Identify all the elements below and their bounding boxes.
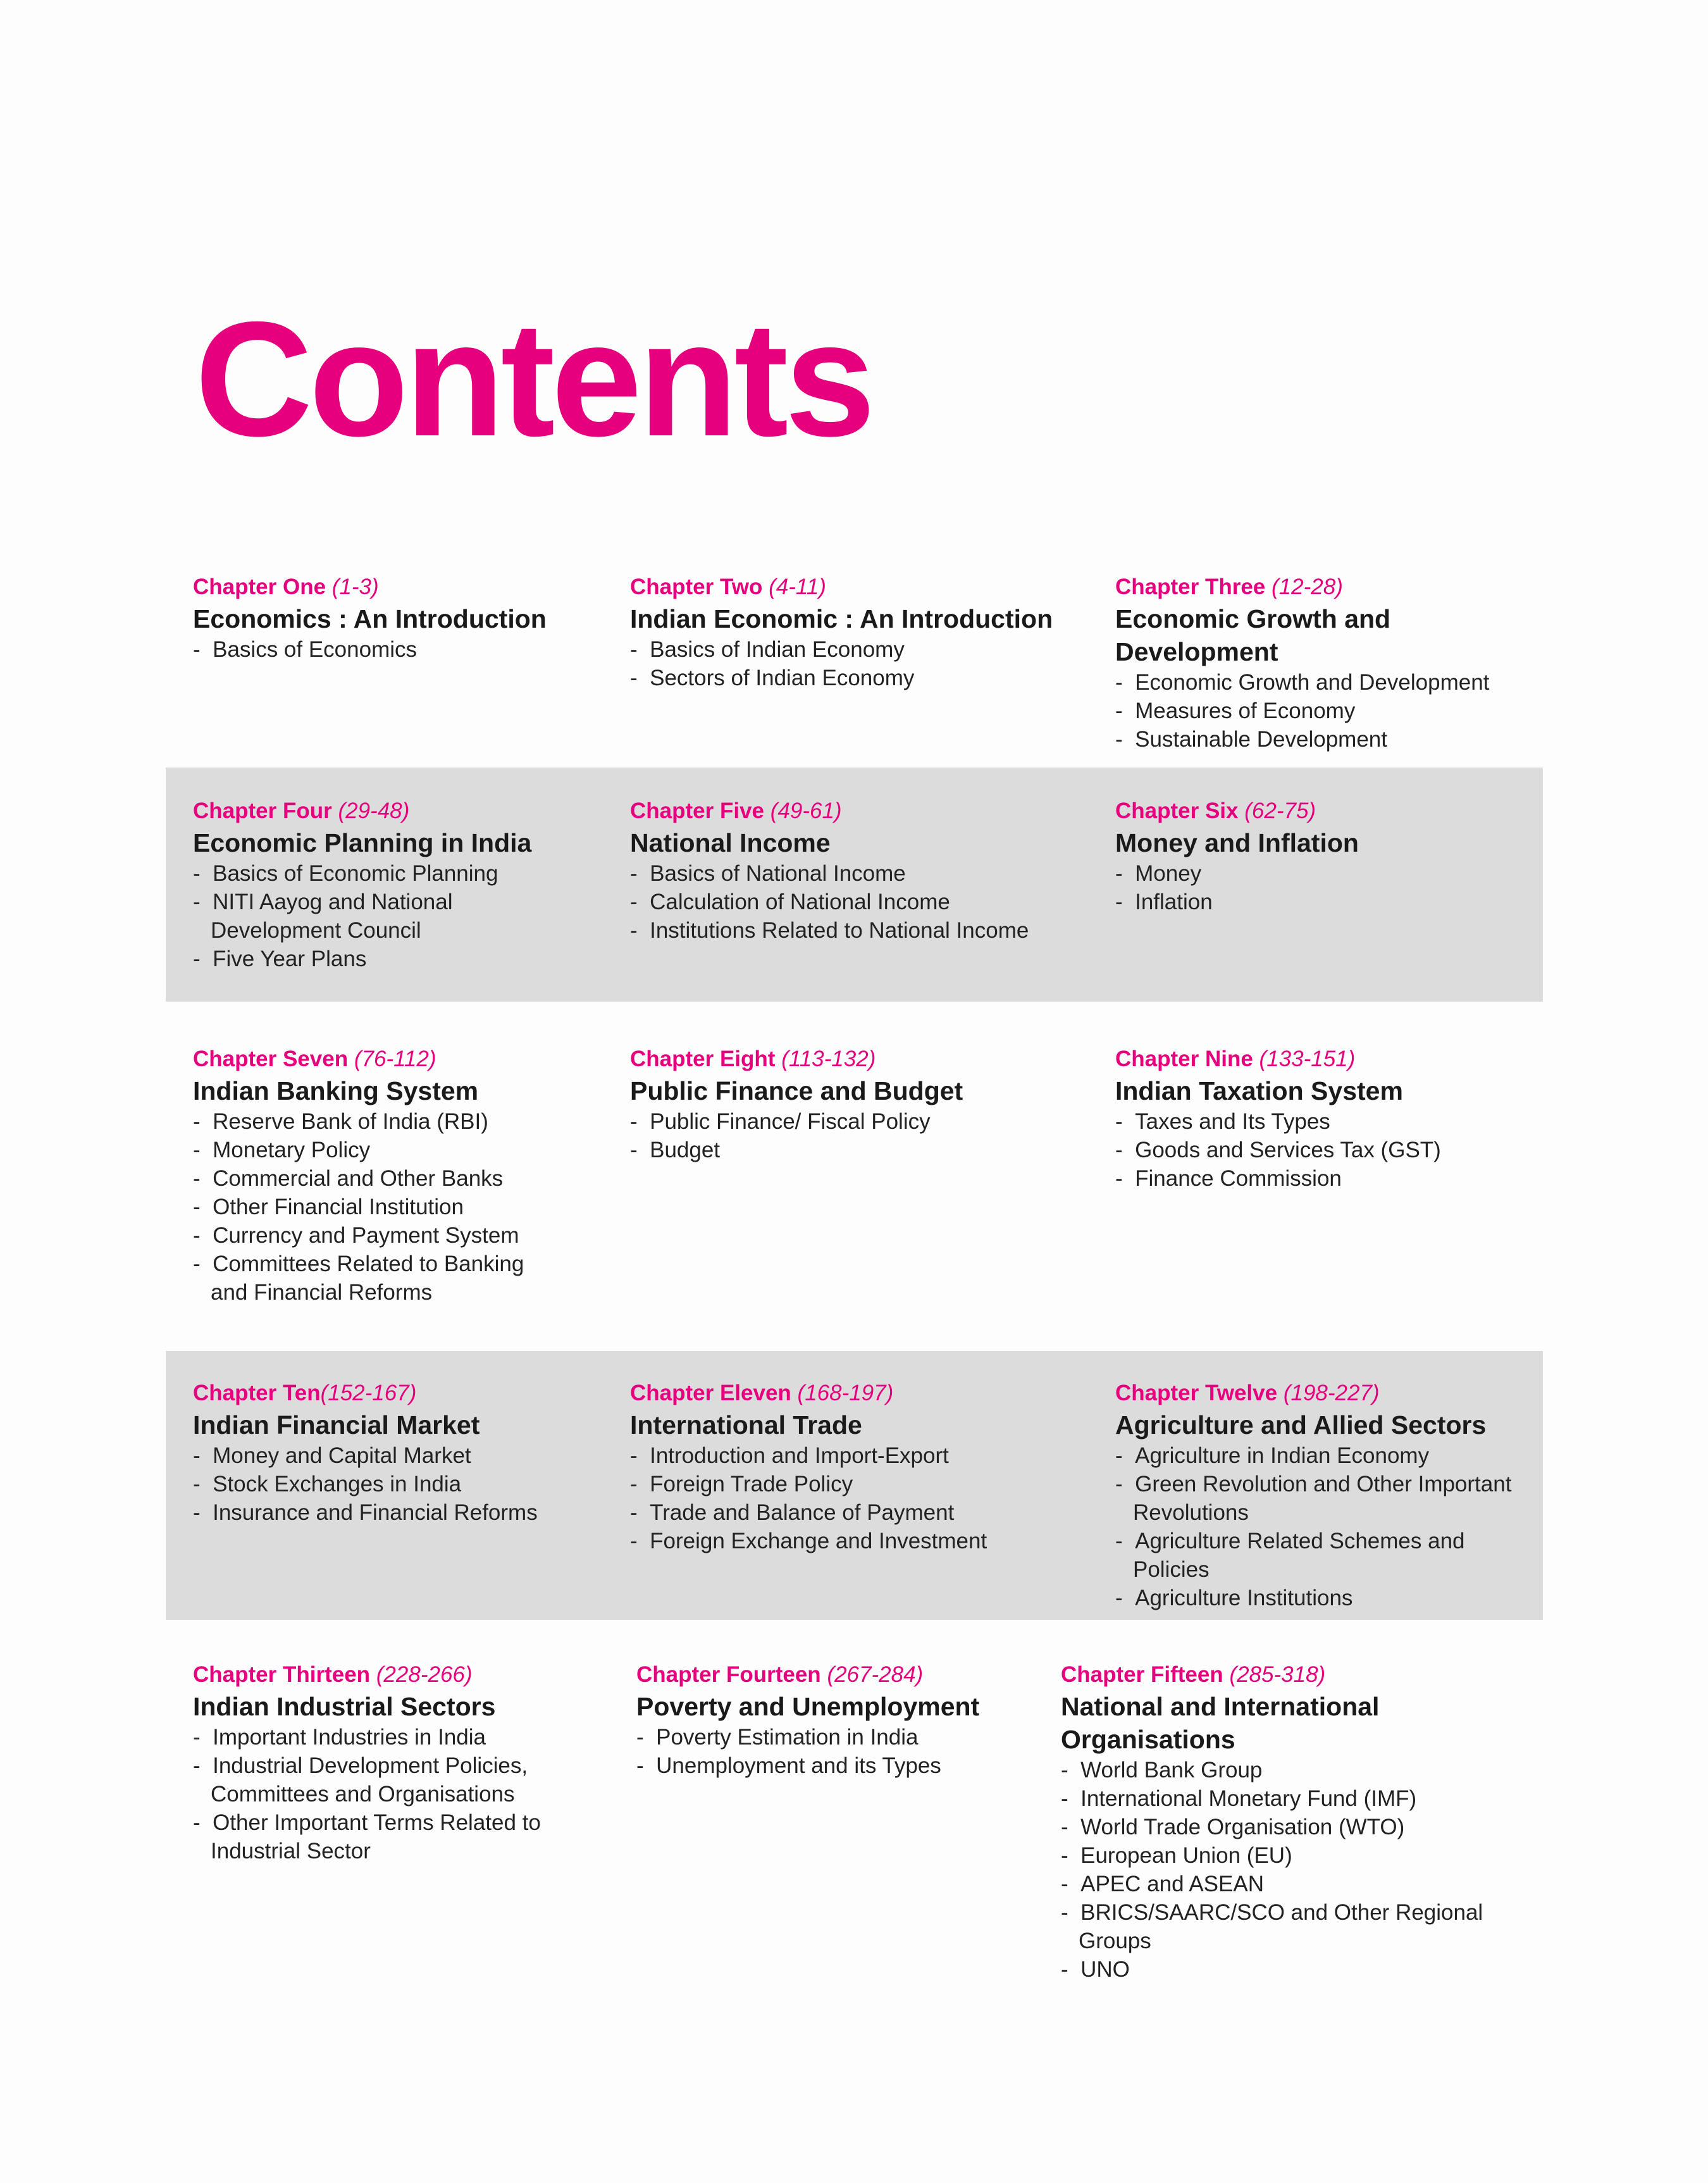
- topic-list: [630, 1441, 1086, 1555]
- topic-item: - Other Important Terms Related to Industrial Sector: [193, 1808, 566, 1865]
- topic-item: - Basics of Economic Planning: [193, 859, 547, 888]
- topic-list: [630, 1107, 1086, 1164]
- chapter-number: Chapter Four: [193, 799, 332, 823]
- page-range: (12-28): [1272, 575, 1343, 599]
- topic-item: - BRICS/SAARC/SCO and Other Regional Groups: [1061, 1898, 1548, 1955]
- topic-item: - Measures of Economy: [1115, 697, 1545, 725]
- topic-list: [193, 1107, 547, 1307]
- chapter-heading: [636, 1661, 1041, 1689]
- topic-item: - Taxes and Its Types: [1115, 1107, 1545, 1136]
- topic-item: - Goods and Services Tax (GST): [1115, 1136, 1545, 1164]
- topic-item: - Introduction and Import-Export: [630, 1441, 1086, 1470]
- chapter-number: Chapter One: [193, 575, 326, 599]
- topic-item: - Stock Exchanges in India: [193, 1470, 598, 1498]
- chapter-title: National Income: [630, 828, 831, 857]
- chapter-heading: [630, 573, 1086, 601]
- topic-list: [630, 859, 1086, 945]
- chapter-title: Public Finance and Budget: [630, 1076, 963, 1105]
- chapter-title: National and International Organisations: [1061, 1692, 1380, 1754]
- chapter-entry[interactable]: [1115, 797, 1545, 916]
- topic-item: - Money: [1115, 859, 1545, 888]
- page-range: (113-132): [781, 1047, 876, 1071]
- chapter-entry[interactable]: [193, 1379, 598, 1527]
- chapter-entry[interactable]: [193, 573, 598, 664]
- page-range: (198-227): [1283, 1381, 1380, 1405]
- topic-item: - Finance Commission: [1115, 1164, 1545, 1193]
- topic-item: - Basics of Indian Economy: [630, 635, 1086, 664]
- chapter-heading: [193, 1661, 566, 1689]
- topic-item: - Poverty Estimation in India: [636, 1723, 1041, 1751]
- chapter-title: Agriculture and Allied Sectors: [1115, 1410, 1487, 1440]
- topic-item: - Basics of Economics: [193, 635, 598, 664]
- topic-list: [1115, 1441, 1545, 1612]
- topic-item: - Other Financial Institution: [193, 1193, 547, 1221]
- page-range: (62-75): [1244, 799, 1316, 823]
- chapter-entry[interactable]: [630, 797, 1086, 945]
- page-title: Contents: [195, 287, 872, 470]
- topic-item: - Economic Growth and Development: [1115, 668, 1545, 697]
- chapter-number: Chapter Thirteen: [193, 1662, 371, 1687]
- page-range: (228-266): [376, 1662, 473, 1687]
- chapter-title: International Trade: [630, 1410, 862, 1440]
- topic-list: [193, 635, 598, 664]
- chapter-number: Chapter Seven: [193, 1047, 349, 1071]
- topic-list: [1115, 668, 1545, 754]
- chapter-number: Chapter Fourteen: [636, 1662, 821, 1687]
- chapter-entry[interactable]: [193, 797, 547, 973]
- chapter-entry[interactable]: [630, 1379, 1086, 1555]
- page-range: (49-61): [770, 799, 842, 823]
- topic-item: - Public Finance/ Fiscal Policy: [630, 1107, 1086, 1136]
- page-range: (285-318): [1229, 1662, 1326, 1687]
- chapter-title: Economic Planning in India: [193, 828, 532, 857]
- topic-item: - Budget: [630, 1136, 1086, 1164]
- chapter-heading: [193, 797, 547, 825]
- chapter-title: Money and Inflation: [1115, 828, 1359, 857]
- chapter-title: Indian Taxation System: [1115, 1076, 1403, 1105]
- chapter-number: Chapter Twelve: [1115, 1381, 1278, 1405]
- topic-list: [193, 1441, 598, 1527]
- chapter-heading: [1115, 1379, 1545, 1407]
- chapter-title: Economics : An Introduction: [193, 604, 547, 633]
- chapter-number: Chapter Eleven: [630, 1381, 791, 1405]
- topic-item: - Sustainable Development: [1115, 725, 1545, 754]
- topic-item: - Unemployment and its Types: [636, 1751, 1041, 1780]
- topic-item: - Foreign Trade Policy: [630, 1470, 1086, 1498]
- chapter-heading: [630, 797, 1086, 825]
- page-range: (133-151): [1259, 1047, 1356, 1071]
- topic-item: - Green Revolution and Other Important Revolutions: [1115, 1470, 1545, 1527]
- chapter-entry[interactable]: [1115, 573, 1545, 754]
- page-range: (168-197): [797, 1381, 894, 1405]
- chapter-entry[interactable]: [630, 1045, 1086, 1164]
- topic-item: - International Monetary Fund (IMF): [1061, 1784, 1548, 1813]
- topic-item: - Agriculture in Indian Economy: [1115, 1441, 1545, 1470]
- topic-item: - Reserve Bank of India (RBI): [193, 1107, 547, 1136]
- topic-list: [1115, 859, 1545, 916]
- page-range: (267-284): [827, 1662, 924, 1687]
- topic-item: - Agriculture Related Schemes and Policies: [1115, 1527, 1545, 1584]
- chapter-heading: [1115, 573, 1545, 601]
- topic-item: - Five Year Plans: [193, 945, 547, 973]
- chapter-heading: [1061, 1661, 1548, 1689]
- topic-item: - Money and Capital Market: [193, 1441, 598, 1470]
- chapter-entry[interactable]: [636, 1661, 1041, 1780]
- chapter-title: Indian Economic : An Introduction: [630, 604, 1053, 633]
- chapter-heading: [193, 1379, 598, 1407]
- topic-list: [1115, 1107, 1545, 1193]
- chapter-number: Chapter Ten: [193, 1381, 321, 1405]
- topic-item: - Important Industries in India: [193, 1723, 566, 1751]
- chapter-heading: [193, 1045, 547, 1073]
- page-range: (4-11): [769, 575, 826, 599]
- topic-item: - Basics of National Income: [630, 859, 1086, 888]
- topic-item: - Agriculture Institutions: [1115, 1584, 1545, 1612]
- topic-item: - World Trade Organisation (WTO): [1061, 1813, 1548, 1841]
- topic-item: - UNO: [1061, 1955, 1548, 1984]
- topic-item: - Currency and Payment System: [193, 1221, 547, 1250]
- topic-list: [193, 859, 547, 973]
- topic-item: - Sectors of Indian Economy: [630, 664, 1086, 692]
- chapter-entry[interactable]: [1061, 1661, 1548, 1984]
- topic-item: - Commercial and Other Banks: [193, 1164, 547, 1193]
- page-range: (29-48): [338, 799, 410, 823]
- topic-item: - Foreign Exchange and Investment: [630, 1527, 1086, 1555]
- topic-item: - APEC and ASEAN: [1061, 1870, 1548, 1898]
- topic-list: [1061, 1756, 1548, 1984]
- chapter-title: Indian Industrial Sectors: [193, 1692, 496, 1721]
- chapter-entry[interactable]: [193, 1661, 566, 1865]
- topic-item: - Inflation: [1115, 888, 1545, 916]
- page-range: (76-112): [354, 1047, 436, 1071]
- page-range: (1-3): [331, 575, 379, 599]
- topic-list: [636, 1723, 1041, 1780]
- topic-item: - European Union (EU): [1061, 1841, 1548, 1870]
- topic-item: - NITI Aayog and National Development Council: [193, 888, 547, 945]
- topic-item: - Insurance and Financial Reforms: [193, 1498, 598, 1527]
- chapter-heading: [630, 1045, 1086, 1073]
- chapter-number: Chapter Eight: [630, 1047, 776, 1071]
- topic-list: [193, 1723, 566, 1865]
- chapter-number: Chapter Two: [630, 575, 763, 599]
- chapter-number: Chapter Fifteen: [1061, 1662, 1223, 1687]
- chapter-entry[interactable]: [193, 1045, 547, 1307]
- chapter-heading: [630, 1379, 1086, 1407]
- chapter-heading: [1115, 797, 1545, 825]
- page-range: (152-167): [320, 1381, 417, 1405]
- chapter-heading: [1115, 1045, 1545, 1073]
- chapter-title: Economic Growth and Development: [1115, 604, 1391, 666]
- topic-item: - Industrial Development Policies, Committees and Organisations: [193, 1751, 566, 1808]
- chapter-number: Chapter Nine: [1115, 1047, 1253, 1071]
- chapter-number: Chapter Five: [630, 799, 764, 823]
- chapter-number: Chapter Three: [1115, 575, 1266, 599]
- chapter-title: Poverty and Unemployment: [636, 1692, 980, 1721]
- topic-item: - World Bank Group: [1061, 1756, 1548, 1784]
- chapter-entry[interactable]: [1115, 1045, 1545, 1193]
- chapter-entry[interactable]: [630, 573, 1086, 692]
- topic-list: [630, 635, 1086, 692]
- chapter-entry[interactable]: [1115, 1379, 1545, 1612]
- topic-item: - Committees Related to Banking and Financial Reforms: [193, 1250, 547, 1307]
- chapter-title: Indian Banking System: [193, 1076, 479, 1105]
- chapter-number: Chapter Six: [1115, 799, 1239, 823]
- topic-item: - Monetary Policy: [193, 1136, 547, 1164]
- topic-item: - Calculation of National Income: [630, 888, 1086, 916]
- topic-item: - Trade and Balance of Payment: [630, 1498, 1086, 1527]
- chapter-title: Indian Financial Market: [193, 1410, 480, 1440]
- chapter-heading: [193, 573, 598, 601]
- topic-item: - Institutions Related to National Income: [630, 916, 1086, 945]
